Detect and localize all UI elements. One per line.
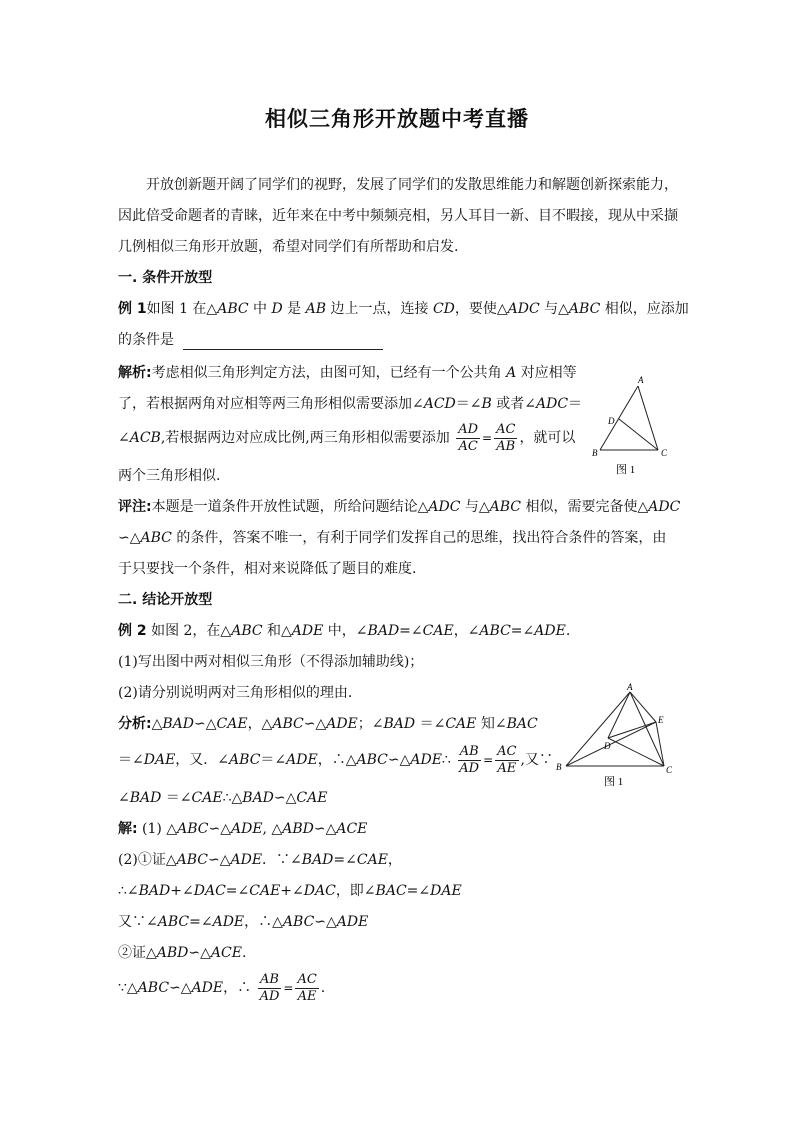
intro-paragraph-line: 因此倍受命题者的青睐，近年来在中考中频频亮相，另人耳目一新、目不暇接，现从中采撷 xyxy=(118,208,678,224)
vertex-label: E xyxy=(658,715,664,725)
page-title: 相似三角形开放题中考直播 xyxy=(265,107,529,131)
analysis-line: 两个三角形相似. xyxy=(118,468,221,484)
fraction: $\frac{AC}{AB}$ xyxy=(496,421,516,454)
analysis-line: ∠ACB,若根据两边对应成比例,两三角形相似需要添加 $\frac{AD}{AC}$ = $\frac{AC}{AB}$ ，就可以 xyxy=(118,421,576,454)
solution-line: ∴∠BAD+∠DAC=∠CAE+∠DAC，即∠BAC=∠DAE xyxy=(118,883,462,899)
analysis-label: 解析: xyxy=(118,365,152,381)
vertex-label: C xyxy=(666,765,673,775)
answer-blank xyxy=(183,335,383,350)
analysis-label: 分析: xyxy=(118,716,152,732)
analysis-line: 解析:考虑相似三角形判定方法，由图可知，已经有一个公共角 A 对应相等 xyxy=(118,365,577,381)
fraction: $\frac{AC}{AE}$ xyxy=(297,971,317,1004)
question-line: (2)请分别说明两对三角形相似的理由． xyxy=(118,685,362,701)
intro-paragraph-line: 开放创新题开阔了同学们的视野，发展了同学们的发散思维能力和解题创新探索能力， xyxy=(146,177,678,193)
question-line: (1)写出图中两对相似三角形（不得添加辅助线)； xyxy=(118,654,424,670)
solution-line: ∵△ABC∽△ADE，∴ $\frac{AB}{AD}$ = $\frac{AC}{AE}$ . xyxy=(118,971,326,1004)
intro-paragraph-line: 几例相似三角形开放题，希望对同学们有所帮助和启发. xyxy=(118,239,459,255)
solution-line: 又∵∠ABC=∠ADE，∴△ABC∽△ADE xyxy=(118,914,369,930)
example-1-line: 的条件是 xyxy=(118,330,383,350)
example-label: 例 2 xyxy=(118,623,147,639)
triangle-figure-1 xyxy=(586,372,686,480)
comment-line: ∽△ABC 的条件，答案不唯一，有利于同学们发挥自己的思维，找出符合条件的答案，由 xyxy=(118,530,667,546)
figure-caption: 图 1 xyxy=(616,464,636,476)
comment-line: 于只要找一个条件，相对来说降低了题目的难度. xyxy=(118,561,417,577)
fraction: $\frac{AB}{AD}$ xyxy=(459,743,480,776)
example-1-line: 例 1如图 1 在△ABC 中 D 是 AB 边上一点，连接 CD，要使△ADC 与△ABC 相似，应添加 xyxy=(118,301,689,317)
solution-line: 解: (1) △ABC∽△ADE, △ABD∽△ACE xyxy=(118,821,368,837)
comment-line: 评注:本题是一道条件开放性试题，所给问题结论△ADC 与△ABC 相似，需要完备使△ADC xyxy=(118,499,681,515)
vertex-label: D xyxy=(604,741,611,751)
vertex-label: A xyxy=(627,682,633,692)
section-heading: 一. 条件开放型 xyxy=(118,270,213,286)
analysis-line: 分析:△BAD∽△CAE，△ABC∽△ADE；∠BAD ＝∠CAE 知∠BAC xyxy=(118,716,538,732)
fraction: $\frac{AD}{AC}$ xyxy=(458,421,479,454)
vertex-label: C xyxy=(661,448,668,458)
solution-line: (2)①证△ABC∽△ADE．∵∠BAD=∠CAE， xyxy=(118,852,402,868)
solution-label: 解: xyxy=(118,821,138,837)
vertex-label: B xyxy=(556,762,562,772)
section-heading: 二. 结论开放型 xyxy=(118,592,213,608)
fraction: $\frac{AC}{AE}$ xyxy=(497,743,517,776)
solution-line: ②证△ABD∽△ACE. xyxy=(118,945,247,961)
vertex-label: B xyxy=(592,448,598,458)
fraction: $\frac{AB}{AD}$ xyxy=(259,971,280,1004)
analysis-line: 了，若根据两角对应相等两三角形相似需要添加∠ACD＝∠B 或者∠ADC＝ xyxy=(118,396,583,412)
figure-caption: 图 1 xyxy=(604,776,624,788)
vertex-label: D xyxy=(608,416,615,426)
analysis-line: ∠BAD ＝∠CAE∴△BAD∽△CAE xyxy=(118,790,328,806)
triangle-figure-2 xyxy=(552,682,682,792)
example-2-line: 例 2 如图 2，在△ABC 和△ADE 中，∠BAD=∠CAE，∠ABC=∠ADE. xyxy=(118,623,571,639)
analysis-line: ＝∠DAE，又．∠ABC＝∠ADE，∴△ABC∽△ADE∴ $\frac{AB}{AD}$ = $\frac{AC}{AE}$ ,又∵ xyxy=(118,743,553,776)
comment-label: 评注: xyxy=(118,499,152,515)
vertex-label: A xyxy=(638,375,644,385)
example-label: 例 1 xyxy=(118,301,147,317)
